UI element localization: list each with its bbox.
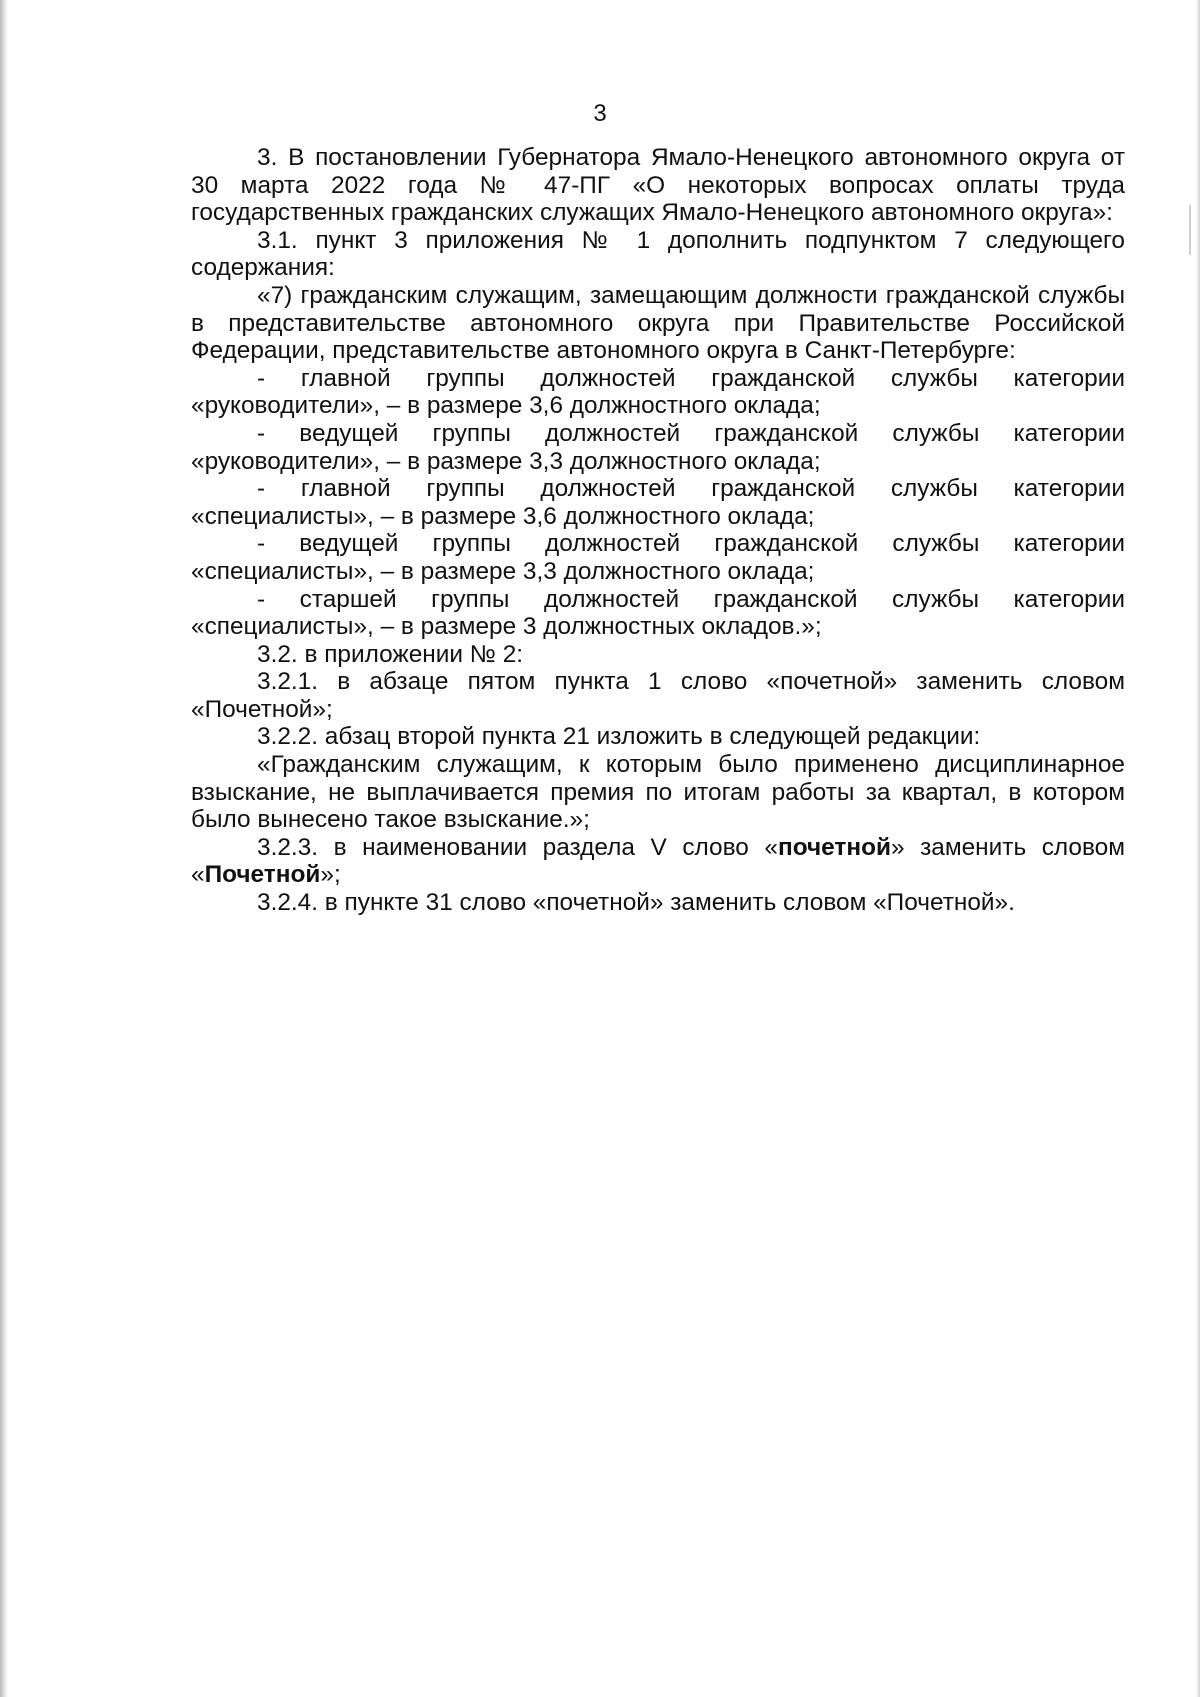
list-item-senior-specialists: - старшей группы должностей гражданской службы категории «специалисты», – в размере 3 должностных окладов.»; [191, 585, 1125, 641]
paragraph-3-2-3 [191, 834, 1125, 889]
list-item-main-specialists: - главной группы должностей гражданской службы категории «специалисты», – в размере 3,6 должностного оклада; [191, 475, 1125, 530]
scan-artifact [1189, 205, 1191, 255]
list-item-leading-specialists: - ведущей группы должностей гражданской службы категории «специалисты», – в размере 3,3 должностного оклада; [191, 530, 1125, 585]
list-item-main-leaders: - главной группы должностей гражданской службы категории «руководители», – в размере 3,6 должностного оклада; [191, 364, 1125, 420]
paragraph-3-2-3-part1: 3.2.3. в наименовании раздела V слово « [257, 833, 778, 861]
paragraph-3-2-2-text: «Гражданским служащим, к которым было применено дисциплинарное взыскание, не выплачивается премия по итогам работы за квартал, в котором было вынесено такое взыскание.»; [191, 751, 1125, 834]
document-body [191, 144, 1125, 917]
paragraph-3-2-2: 3.2.2. абзац второй пункта 21 изложить в следующей редакции: [257, 723, 981, 751]
paragraph-3-1-item-7: «7) гражданским служащим, замещающим должности гражданской службы в представительстве автономного округа при Правительстве Российской Федерации, представительстве автономного округа в Санкт-Петербурге: [191, 281, 1125, 365]
list-item-leading-leaders: - ведущей группы должностей гражданской службы категории «руководители», – в размере 3,3 должностного оклада; [191, 419, 1125, 475]
paragraph-3-2-3-part2: » заменить словом « [191, 833, 1125, 889]
paragraph-3-2-3-part3: »; [320, 861, 341, 889]
scan-edge-left [0, 0, 8, 1697]
paragraph-3-2-3-bold1: почетной [777, 833, 891, 861]
paragraph-3-2-4: 3.2.4. в пункте 31 слово «почетной» заменить словом «Почетной». [257, 889, 1015, 917]
paragraph-3-2-3-bold2: Почетной [204, 861, 321, 889]
paragraph-3-2-1: 3.2.1. в абзаце пятом пункта 1 слово «почетной» заменить словом «Почетной»; [191, 668, 1125, 723]
scan-edge-right [1196, 0, 1200, 1697]
paragraph-3-2: 3.2. в приложении № 2: [257, 640, 524, 668]
page-number: 3 [593, 100, 607, 127]
paragraph-3: 3. В постановлении Губернатора Ямало-Ненецкого автономного округа от 30 марта 2022 года № 47-ПГ «О некоторых вопросах оплаты труда государственных гражданских служащих Ямало-Ненецкого автономного округа»: [191, 144, 1125, 227]
paragraph-3-1: 3.1. пункт 3 приложения № 1 дополнить подпунктом 7 следующего содержания: [191, 226, 1125, 282]
